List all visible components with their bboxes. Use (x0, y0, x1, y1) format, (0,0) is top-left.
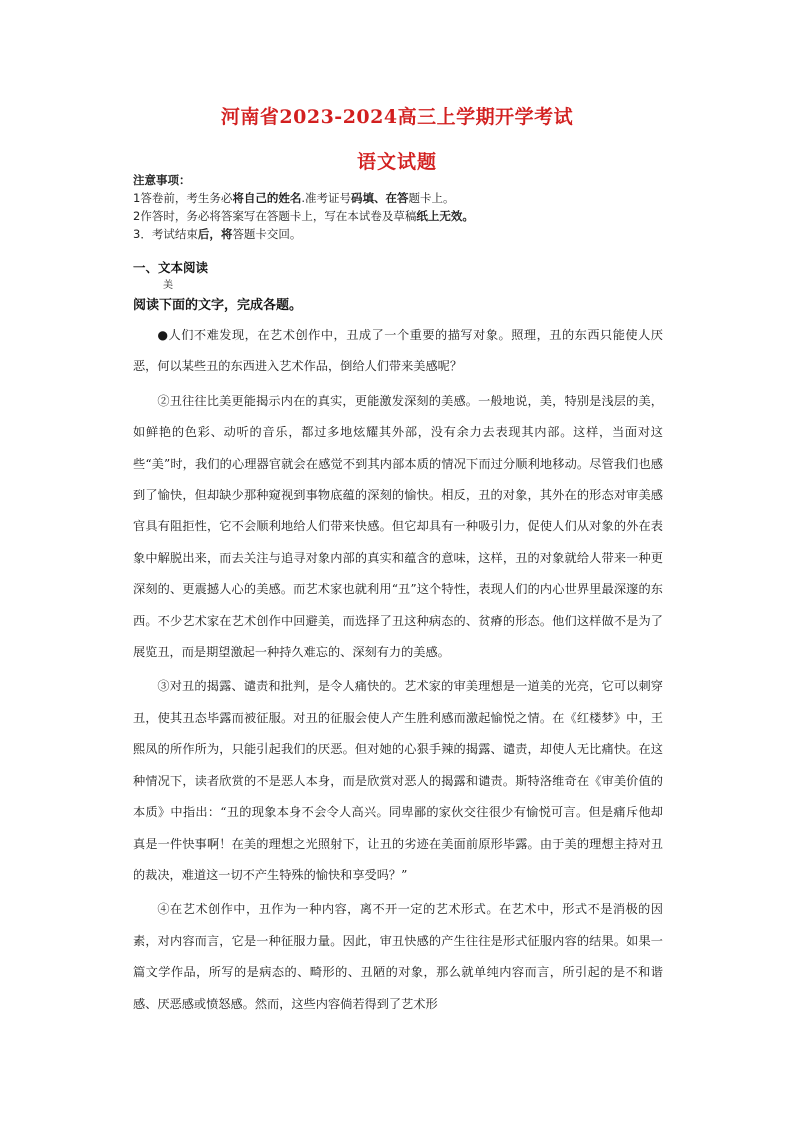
notes-line-2-a: 2作答时，务必将答案写在答题卡上，写在本试卷及草稿 (133, 209, 417, 223)
exam-notes (133, 172, 673, 243)
notes-line-2-b: 纸上无效。 (416, 209, 474, 223)
notes-line-1-e: 题卡上。 (408, 191, 455, 205)
reading-passage (133, 320, 663, 1020)
subject-title: 语文试题 (356, 151, 437, 173)
reading-instruction: 阅读下面的文字，完成各题。 (133, 298, 303, 313)
notes-line-3-b: 后，将 (197, 227, 233, 241)
notes-heading: 注意事项： (133, 173, 191, 187)
exam-title: 河南省2023-2024高三上学期开学考试 (220, 106, 574, 128)
section-heading: 一、文本阅读 (133, 260, 209, 275)
notes-line-3 (133, 225, 673, 243)
notes-line-1-a: 1答卷前，考生务必 (133, 191, 233, 205)
paragraph-1: ●人们不难发现，在艺术创作中，丑成了一个重要的描写对象。照理，丑的东西只能使人厌恶，何以某些丑的东西进入艺术作品，倒给人们带来美感呢？ (133, 328, 663, 374)
notes-line-1-c: .准考证号 (301, 191, 351, 205)
stray-mark: 美 (163, 280, 173, 291)
notes-line-1 (133, 189, 673, 207)
notes-line-1-d: 码填、在答 (350, 191, 409, 205)
paragraph-2: ②丑往往比美更能揭示内在的真实，更能激发深刻的美感。一般地说，美，特别是浅层的美，如鲜艳的色彩、动听的音乐，都过多地炫耀其外部，没有余力去表现其内部。这样，当面对这些“美”时，我们的心理器官就会在感觉不到其内部本质的情况下而过分顺利地移动。尽管我们也感到了愉快，但却缺少那种窥视到事物底蕴的深刻的愉快。相反，丑的对象，其外在的形态对审美感官具有阻拒性，它不会顺利地给人们带来快感。但它却具有一种吸引力，促使人们从对象的外在表象中解脱出来，而去关注与追寻对象内部的真实和蕴含的意味，这样，丑的对象就给人带来一种更深刻的、更震撼人心的美感。而艺术家也就利用“丑”这个特性，表现人们的内心世界里最深邃的东西。不少艺术家在艺术创作中回避美，而选择了丑这种病态的、贫瘠的形态。他们这样做不是为了展览丑，而是期望激起一种持久难忘的、深刻有力的美感。 (133, 393, 663, 660)
notes-line-3-a: 3．考试结束 (133, 227, 198, 241)
paragraph-4: ④在艺术创作中，丑作为一种内容，离不开一定的艺术形式。在艺术中，形式不是消极的因素，对内容而言，它是一种征服力量。因此，审丑快感的产生往往是形式征服内容的结果。如果一篇文学作品，所写的是病态的、畸形的、丑陋的对象，那么就单纯内容而言，所引起的是不和谐感、厌恶感或愤怒感。然而，这些内容倘若得到了艺术形 (133, 902, 663, 1011)
notes-line-2 (133, 207, 673, 225)
notes-line-1-b: 将自己的姓名 (232, 191, 302, 205)
paragraph-3: ③对丑的揭露、谴责和批判，是令人痛快的。艺术家的审美理想是一道美的光亮，它可以刺穿丑，使其丑态毕露而被征服。对丑的征服会使人产生胜利感而激起愉悦之情。在《红楼梦》中，王熙凤的所作所为，只能引起我们的厌恶。但对她的心狠手辣的揭露、谴责，却使人无比痛快。在这种情况下，读者欣赏的不是恶人本身，而是欣赏对恶人的揭露和谴责。斯特洛维奇在《审美价值的本质》中指出：“丑的现象本身不会令人高兴。同卑鄙的家伙交往很少有愉悦可言。但是痛斥他却真是一件快事啊！在美的理想之光照射下，让丑的劣迹在美面前原形毕露。由于美的理想主持对丑的裁决，难道这一切不产生特殊的愉快和享受吗？” (133, 679, 663, 882)
notes-line-3-c: 答题卡交回。 (232, 227, 302, 241)
